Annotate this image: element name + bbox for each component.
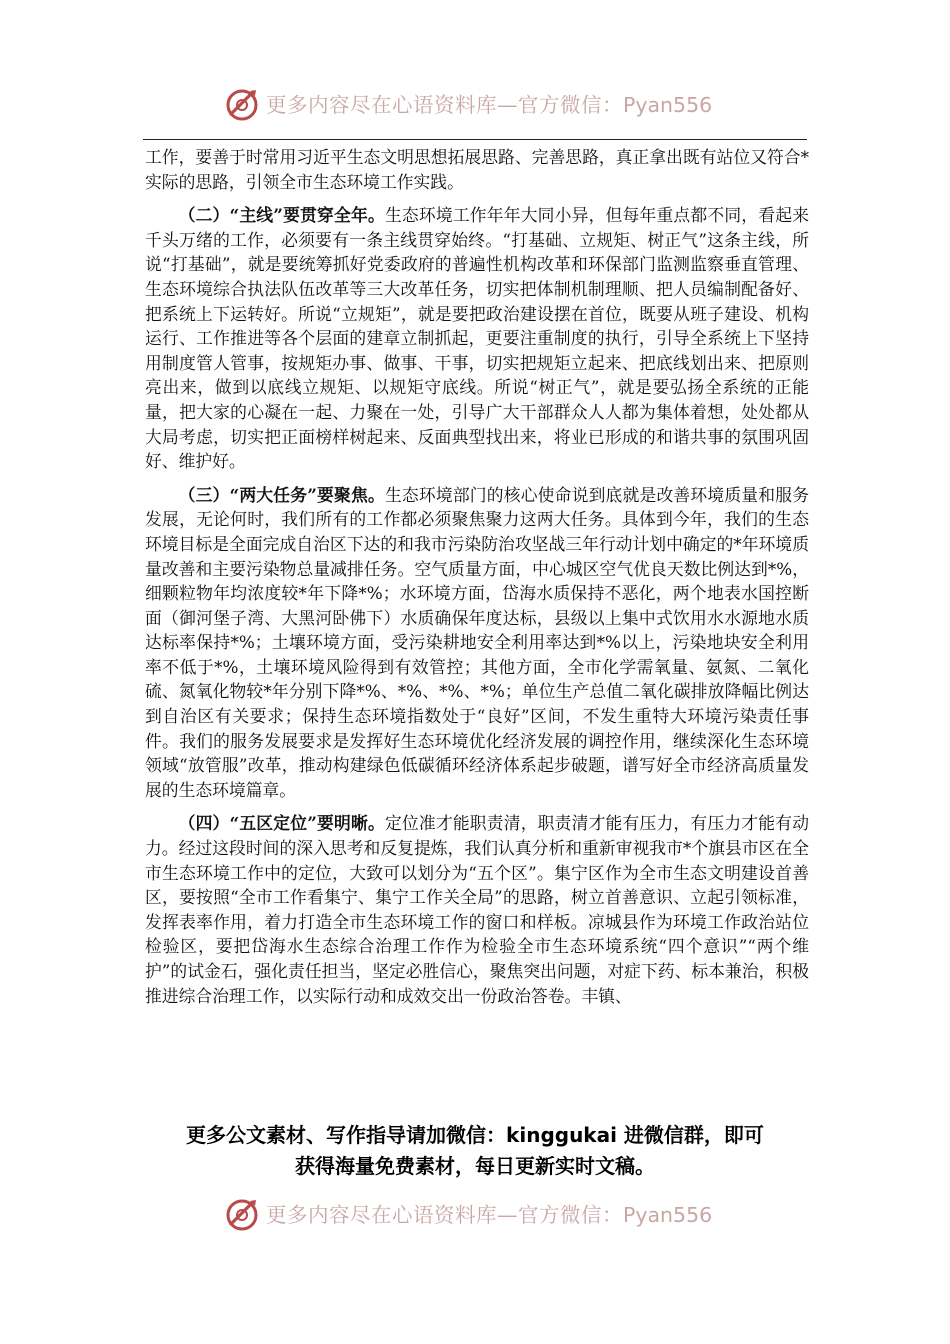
header-divider xyxy=(143,139,807,140)
watermark-text: 更多内容尽在心语资料库—官方微信：Pyan556 xyxy=(266,93,713,117)
watermark-text: 更多内容尽在心语资料库—官方微信：Pyan556 xyxy=(266,1203,713,1227)
brand-logo-icon xyxy=(222,84,262,124)
section-heading: （三）“两大任务”要聚焦。 xyxy=(178,484,385,505)
paragraph-main-line: （二）“主线”要贯穿全年。生态环境工作年年大同小异，但每年重点都不同，看起来千头万绪的工作，必须要有一条主线贯穿始终。“打基础、立规矩、树正气”这条主线，所说“打基础”，就是要统筹抓好党委政府的普遍性机构改革和环保部门监测监察垂直管理、生态环境综合执法队伍改革等三大改革任务，切实把体制机制理顺、把人员编制配备好、把系统上下运转好。所说“立规矩”，就是要把政治建设摆在首位，既要从班子建设、机构运行、工作推进等各个层面的建章立制抓起，更要注重制度的执行，引导全系统上下坚持用制度管人管事，按规矩办事、做事、干事，切实把规矩立起来、把底线划出来、把原则亮出来，做到以底线立规矩、以规矩守底线。所说“树正气”，就是要弘扬全系统的正能量，把大家的心凝在一起、力聚在一处，引导广大干部群众人人都为集体着想，处处都从大局考虑，切实把正面榜样树起来、反面典型找出来，将业已形成的和谐共事的氛围巩固好、维护好。 xyxy=(145,205,809,472)
promo-line-2: 获得海量免费素材，每日更新实时文稿。 xyxy=(295,1154,655,1178)
header-watermark xyxy=(0,80,950,128)
paragraph-continuation: 工作，要善于时常用习近平生态文明思想拓展思路、完善思路，真正拿出既有站位又符合*实际的思路，引领全市生态环境工作实践。 xyxy=(145,147,809,192)
footer-watermark xyxy=(0,1190,950,1238)
section-heading: （四）“五区定位”要明晰。 xyxy=(178,813,385,834)
section-heading: （二）“主线”要贯穿全年。 xyxy=(178,205,385,226)
brand-logo-icon xyxy=(222,1194,262,1234)
paragraph-two-tasks: （三）“两大任务”要聚焦。生态环境部门的核心使命说到底就是改善环境质量和服务发展，无论何时，我们所有的工作都必须聚焦聚力这两大任务。具体到今年，我们的生态环境目标是全面完成自治区下达的和我市污染防治攻坚战三年行动计划中确定的*年环境质量改善和主要污染物总量减排任务。空气质量方面，中心城区空气优良天数比例达到*%，细颗粒物年均浓度较*年下降*%；水环境方面，岱海水质保持不恶化，两个地表水国控断面（御河堡子湾、大黑河卧佛下）水质确保年度达标，县级以上集中式饮用水水源地水质达标率保持*%；土壤环境方面，受污染耕地安全利用率达到*%以上，污染地块安全利用率不低于*%，土壤环境风险得到有效管控；其他方面，全市化学需氧量、氨氮、二氧化硫、氮氧化物较*年分别下降*%、*%、*%、*%；单位生产总值二氧化碳排放降幅比例达到自治区有关要求；保持生态环境指数处于“良好”区间，不发生重特大环境污染责任事件。我们的服务发展要求是发挥好生态环境优化经济发展的调控作用，继续深化生态环境领域“放管服”改革，推动构建绿色低碳循环经济体系起步破题，谱写好全市经济高质量发展的生态环境篇章。 xyxy=(145,484,809,800)
promo-banner xyxy=(0,1120,950,1182)
paragraph-five-zones: （四）“五区定位”要明晰。定位准才能职责清，职责清才能有压力，有压力才能有动力。经过这段时间的深入思考和反复提炼，我们认真分析和重新审视我市*个旗县市区在全市生态环境工作中的定位，大致可以划分为“五个区”。集宁区作为全市生态文明建设首善区，要按照“全市工作看集宁、集宁工作关全局”的思路，树立首善意识、立起引领标准，发挥表率作用，着力打造全市生态环境工作的窗口和样板。凉城县作为环境工作政治站位检验区，要把岱海水生态综合治理工作作为检验全市生态环境系统“四个意识”“两个维护”的试金石，强化责任担当，坚定必胜信心，聚焦突出问题，对症下药、标本兼治，积极推进综合治理工作，以实际行动和成效交出一份政治答卷。丰镇、 xyxy=(145,813,809,1006)
promo-line-1: 更多公文素材、写作指导请加微信：kinggukai 进微信群，即可 xyxy=(186,1123,764,1147)
document-body xyxy=(145,145,809,1017)
